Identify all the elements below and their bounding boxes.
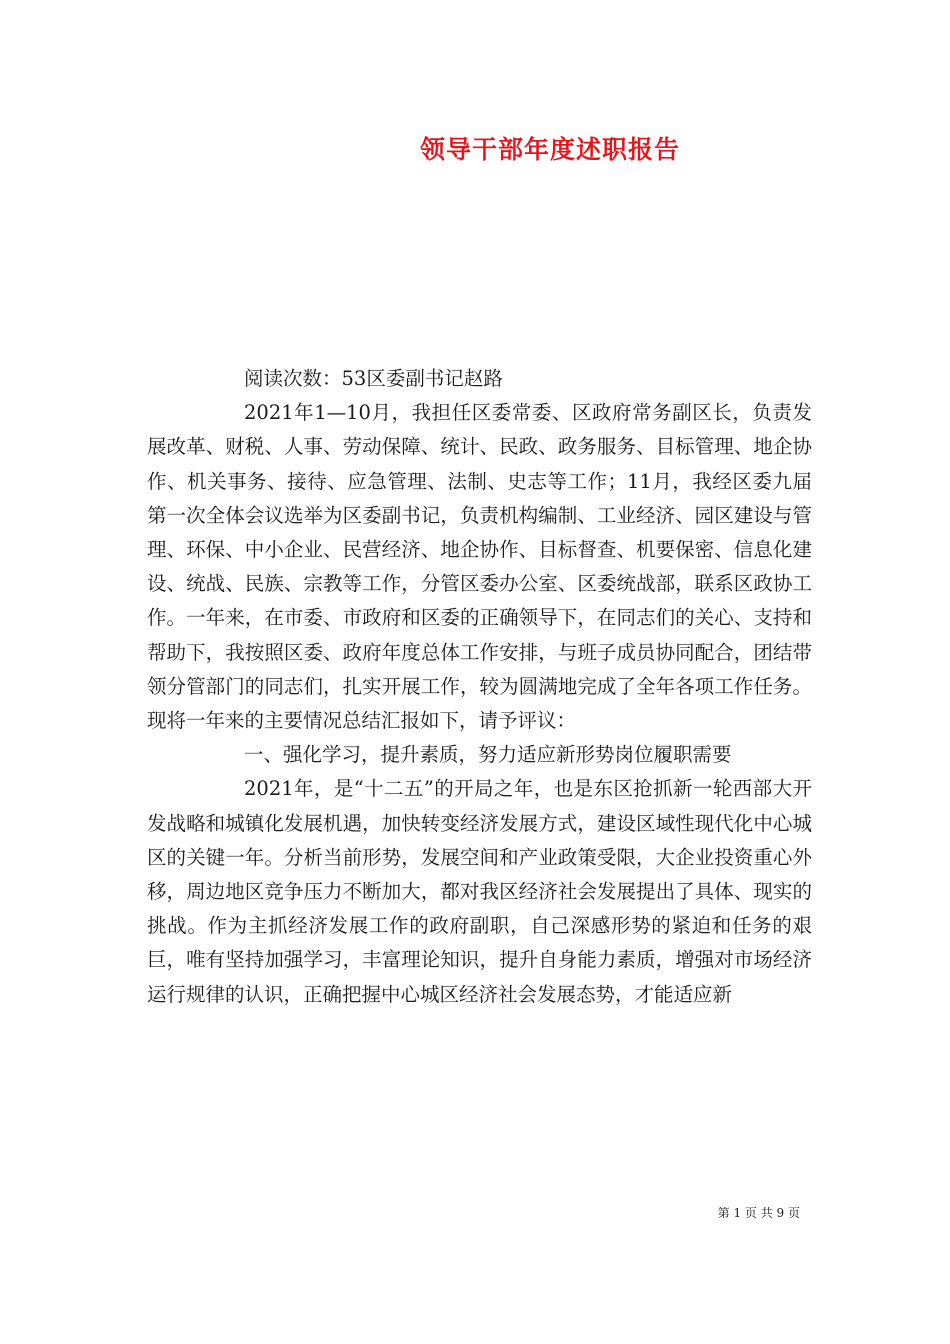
document-title: 领导干部年度述职报告: [419, 135, 680, 164]
reading-count-author-line: 阅读次数：53区委副书记赵路: [244, 367, 503, 390]
page-number-footer: 第 1 页 共 9 页: [717, 1206, 800, 1220]
document-body: [147, 362, 812, 1012]
section-heading-1: 一、强化学习，提升素质，努力适应新形势岗位履职需要: [244, 743, 732, 767]
paragraph-section-1: 2021年，是“十二五”的开局之年，也是东区抢抓新一轮西部大开发战略和城镇化发展机遇，加快转变经济发展方式，建设区域性现代化中心城区的关键一年。分析当前形势，发展空间和产业政策受限，大企业投资重心外移，周边地区竞争压力不断加大，都对我区经济社会发展提出了具体、现实的挑战。作为主抓经济发展工作的政府副职，自己深感形势的紧迫和任务的艰巨，唯有坚持加强学习，丰富理论知识，提升自身能力素质，增强对市场经济运行规律的认识，正确把握中心城区经济社会发展态势，才能适应新: [147, 777, 812, 1006]
paragraph-intro: 2021年1—10月，我担任区委常委、区政府常务副区长，负责发展改革、财税、人事、劳动保障、统计、民政、政务服务、目标管理、地企协作、机关事务、接待、应急管理、法制、史志等工作；11月，我经区委九届第一次全体会议选举为区委副书记，负责机构编制、工业经济、园区建设与管理、环保、中小企业、民营经济、地企协作、目标督查、机要保密、信息化建设、统战、民族、宗教等工作，分管区委办公室、区委统战部，联系区政协工作。一年来，在市委、市政府和区委的正确领导下，在同志们的关心、支持和帮助下，我按照区委、政府年度总体工作安排，与班子成员协同配合，团结带领分管部门的同志们，扎实开展工作，较为圆满地完成了全年各项工作任务。现将一年来的主要情况总结汇报如下，请予评议：: [147, 401, 812, 733]
